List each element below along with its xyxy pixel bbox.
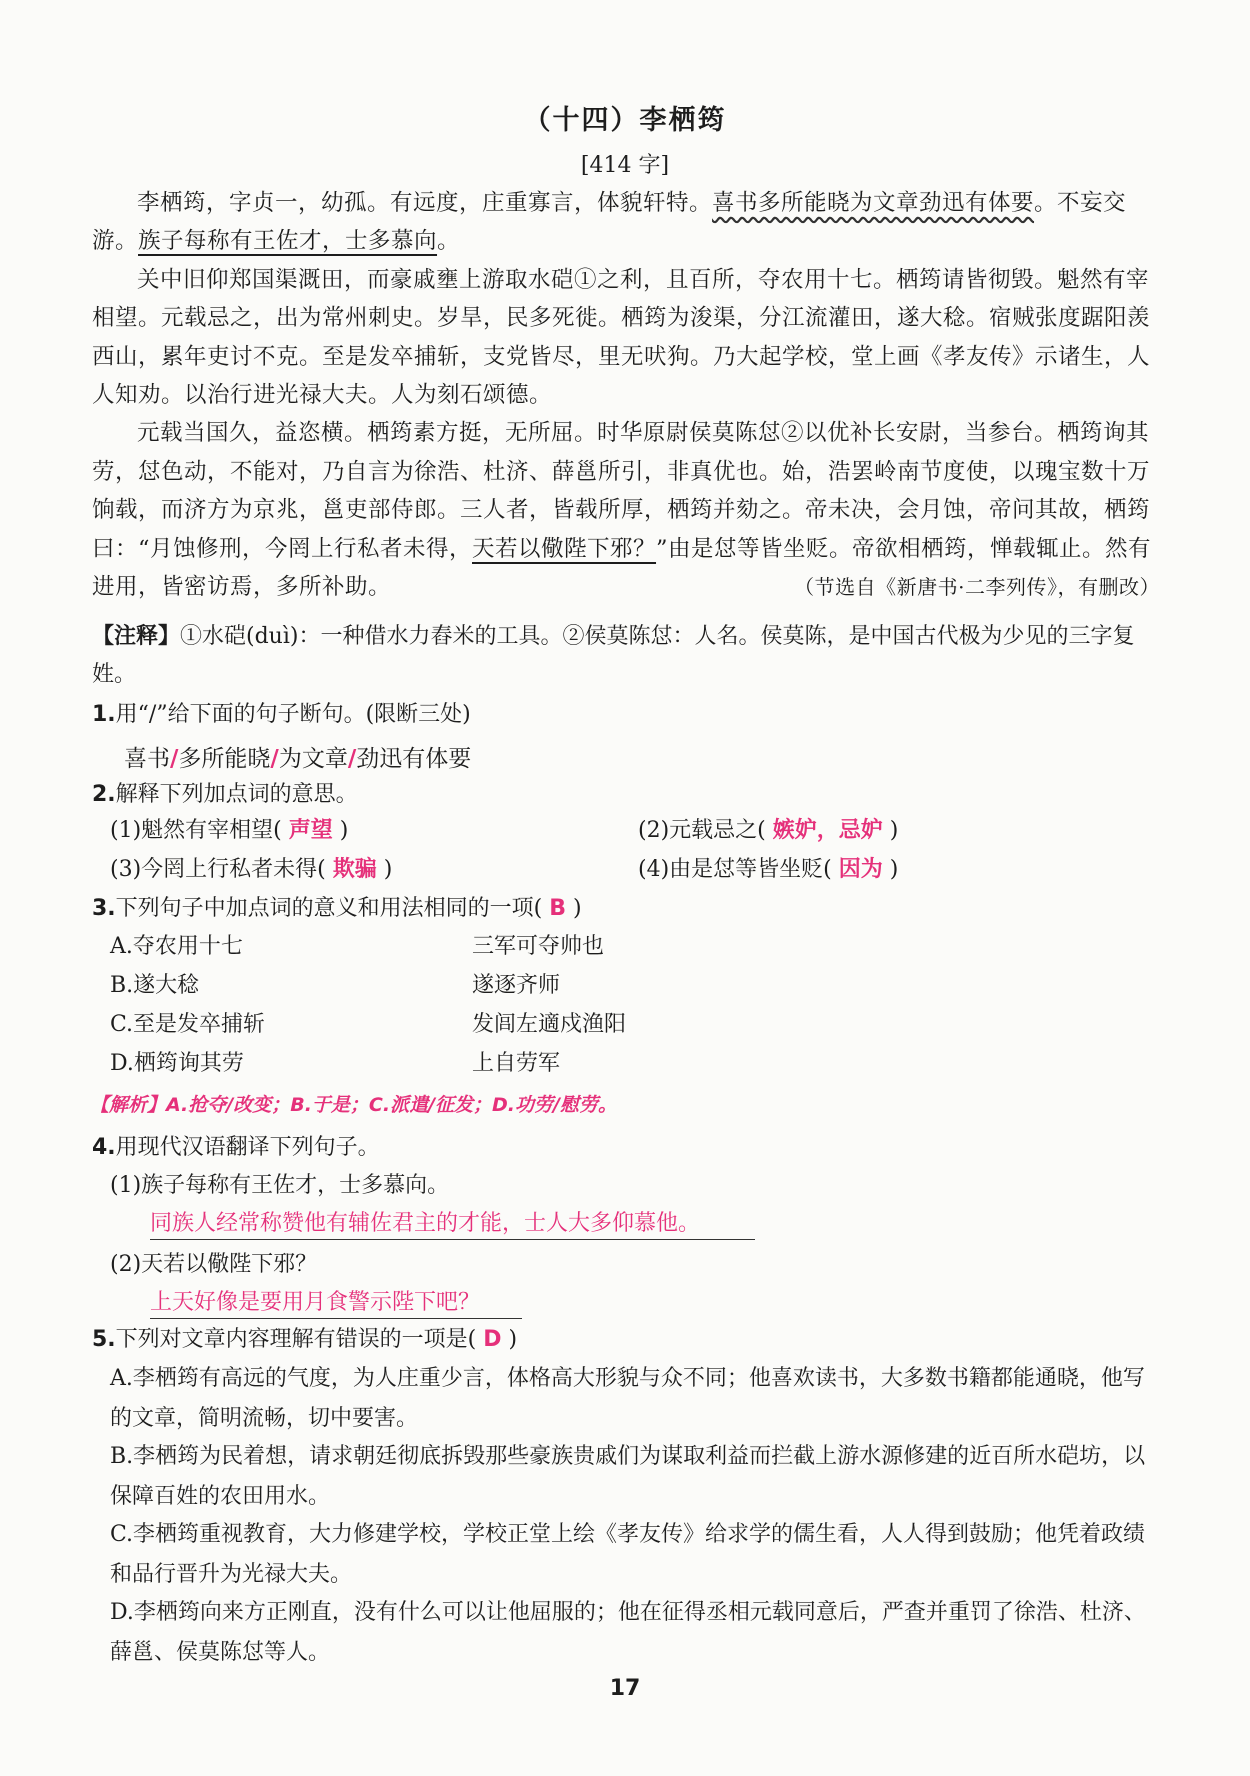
q3-option-c-compare: 发闾左適戍渔阳 xyxy=(472,1012,627,1037)
paren: ) xyxy=(573,896,582,921)
passage-text: 。 xyxy=(437,228,461,255)
question-stem: 用“/”给下面的句子断句。(限断三处) xyxy=(115,702,471,727)
q5-option-a: A.李栖筠有高远的气度，为人庄重少言，体格高大形貌与众不同；他喜欢读书，大多数书籍都能通晓，他写的文章，简明流畅，切中要害。 xyxy=(110,1366,1145,1431)
question-5 xyxy=(92,1322,1162,1353)
note-text: ①水硙(duì)：一种借水力舂米的工具。②侯莫陈怤：人名。侯莫陈，是中国古代极为少见的三字复姓。 xyxy=(92,624,1135,687)
q5-option-b: B.李栖筠为民着想，请求朝廷彻底拆毁那些豪族贵戚们为谋取利益而拦截上游水源修建的近百所水硙坊，以保障百姓的农田用水。 xyxy=(110,1444,1146,1509)
answer-segment: 多所能晓 xyxy=(178,746,271,772)
paren: ) xyxy=(383,857,393,882)
underlined-sentence-2: 天若以儆陛下邪？ xyxy=(472,535,657,562)
answer-segment: 劲迅有体要 xyxy=(356,746,472,772)
q3-analysis: 【解析】A.抢夺/改变；B.于是；C.派遣/征发；D.功劳/慰劳。 xyxy=(90,1094,617,1116)
break-slash: / xyxy=(170,746,179,772)
passage-paragraph-2: 关中旧仰郑国渠溉田，而豪戚壅上游取水硙①之利，且百所，夺农用十七。栖筠请皆彻毁。魁然有宰相望。元载忌之，出为常州刺史。岁旱，民多死徙。栖筠为浚渠，分江流灌田，遂大稔。宿贼张度踞阳羡西山，累年吏讨不克。至是发卒捕斩，支党皆尽，里无吠狗。乃大起学校，堂上画《孝友传》示诸生，人人知劝。以治行进光禄大夫。人为刻石颂德。 xyxy=(92,266,1151,409)
passage-source: （节选自《新唐书·二李列传》，有删改） xyxy=(794,575,1160,600)
q3-option-b: B.遂大稔 xyxy=(110,973,200,998)
passage-paragraph-1 xyxy=(92,184,1160,261)
break-slash: / xyxy=(347,746,357,772)
question-number: 1. xyxy=(92,702,116,727)
q1-answer-line xyxy=(92,740,1162,773)
annotation-note xyxy=(92,618,1160,694)
q3-option-c: C.至是发卒捕斩 xyxy=(110,1012,266,1037)
question-stem: 解释下列加点词的意思。 xyxy=(115,782,358,807)
q4-answer-1-wrap xyxy=(150,1206,755,1240)
q3-option-d-compare: 上自劳军 xyxy=(472,1051,561,1076)
answer-segment: 喜书 xyxy=(124,746,170,772)
page-title: （十四）李栖筠 xyxy=(523,105,727,136)
note-label: 【注释】 xyxy=(92,624,181,649)
item-text: (3)今罔上行私者未得( xyxy=(110,857,326,882)
item-text: (1)魁然有宰相望( xyxy=(110,818,282,843)
passage-text: 元载当国久，益恣横。栖筠素方挺，无所屈。时华原尉侯莫陈怤②以优补长安尉，当参台。栖筠询其劳，怤色动，不能对，乃自言为徐浩、杜济、薛邕所引，非真优也。始，浩罢岭南节度使，以瑰宝数十万饷载，而济方为京兆，邕吏部侍郎。三人者，皆载所厚，栖筠并劾之。帝未决，会月蚀，帝问其故，栖筠曰：“月蚀修刑，今罔上行私者未得， xyxy=(92,420,1151,562)
q3-option-d: D.栖筠询其劳 xyxy=(110,1051,244,1076)
question-3 xyxy=(92,891,1162,922)
break-slash: / xyxy=(270,746,279,772)
item-text: (4)由是怤等皆坐贬( xyxy=(638,857,832,882)
paren: ) xyxy=(508,1327,518,1352)
answer-choice: B xyxy=(549,896,567,921)
q4-item-2: (2)天若以儆陛下邪？ xyxy=(110,1252,318,1277)
wavy-underlined-sentence: 喜书多所能晓为文章劲迅有体要 xyxy=(712,190,1035,216)
q3-option-a-compare: 三军可夺帅也 xyxy=(472,934,605,959)
q5-option-d: D.李栖筠向来方正刚直，没有什么可以让他屈服的；他在征得丞相元载同意后，严查并重罚了徐浩、杜济、薛邕、侯莫陈怤等人。 xyxy=(110,1600,1146,1665)
question-stem: 下列对文章内容理解有错误的一项是( xyxy=(115,1327,477,1352)
word-count: [414 字] xyxy=(580,153,670,178)
answer-segment: 为文章 xyxy=(278,746,348,772)
q2-item-3 xyxy=(110,851,392,889)
paren: ) xyxy=(889,818,899,843)
question-number: 4. xyxy=(92,1135,116,1160)
question-2 xyxy=(92,777,1162,808)
q3-option-b-compare: 遂逐齐师 xyxy=(472,973,561,998)
passage-text: 李栖筠，字贞一，幼孤。有远度，庄重寡言，体貌轩特。 xyxy=(137,190,713,216)
classical-passage xyxy=(92,184,1160,607)
page-number: 17 xyxy=(609,1676,641,1701)
question-number: 5. xyxy=(92,1327,116,1352)
passage-text: 。不妄交游。 xyxy=(92,190,1127,255)
passage-text: ”由是怤等皆坐贬。帝欲相栖筠，惮载辄止。然有进用，皆密访焉，多所补助。 xyxy=(92,535,1152,601)
answer-choice: D xyxy=(483,1327,502,1352)
answer-text: 因为 xyxy=(838,857,883,882)
paren: ) xyxy=(889,857,899,882)
q2-item-4 xyxy=(638,851,898,889)
q4-answer-2-wrap xyxy=(150,1285,522,1319)
q5-option-c: C.李栖筠重视教育，大力修建学校，学校正堂上绘《孝友传》给求学的儒生看，人人得到鼓励；他凭着政绩和品行晋升为光禄大夫。 xyxy=(110,1522,1146,1587)
question-stem: 下列句子中加点词的意义和用法相同的一项( xyxy=(115,896,543,921)
question-1 xyxy=(92,697,1162,773)
q3-option-a: A.夺农用十七 xyxy=(110,934,243,959)
q2-item-2 xyxy=(638,812,898,850)
question-number: 3. xyxy=(92,896,116,921)
question-stem: 用现代汉语翻译下列句子。 xyxy=(115,1135,380,1160)
question-number: 2. xyxy=(92,782,116,807)
answer-text: 欺骗 xyxy=(332,857,377,882)
answer-text: 声望 xyxy=(288,818,333,843)
question-4 xyxy=(92,1130,1162,1161)
q2-item-1 xyxy=(110,812,348,850)
q4-answer-2: 上天好像是要用月食警示陛下吧？ xyxy=(150,1285,522,1319)
q4-answer-1: 同族人经常称赞他有辅佐君主的才能，士人大多仰慕他。 xyxy=(150,1206,755,1240)
answer-text: 嫉妒，忌妒 xyxy=(772,818,883,843)
paren: ) xyxy=(339,818,349,843)
q4-item-1: (1)族子每称有王佐才，士多慕向。 xyxy=(110,1173,450,1198)
underlined-sentence-1: 族子每称有王佐才，士多慕向 xyxy=(138,228,438,255)
item-text: (2)元载忌之( xyxy=(638,818,766,843)
